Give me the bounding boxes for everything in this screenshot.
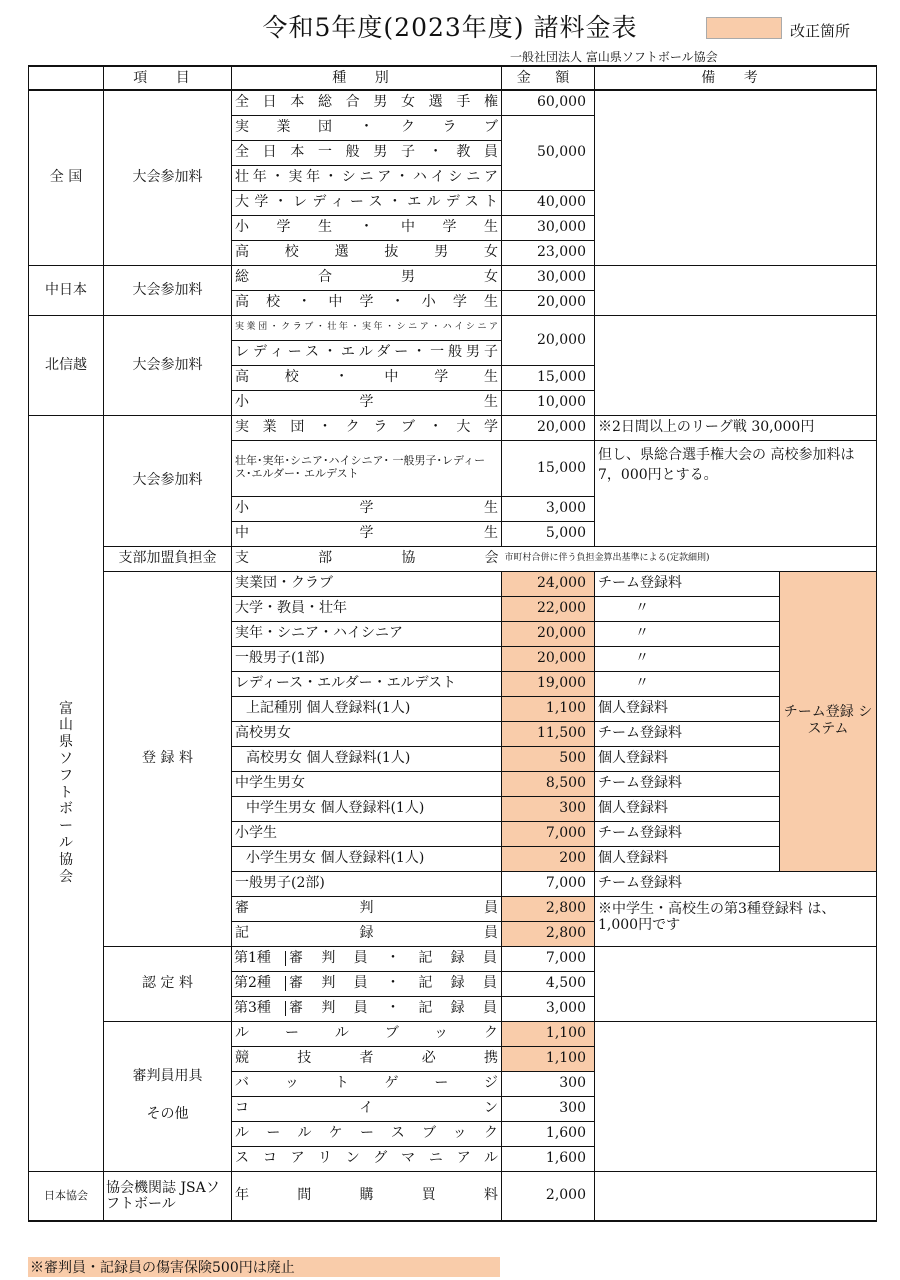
type-cell: 総合男女 (232, 265, 502, 290)
fee-table (28, 65, 877, 1222)
amount-cell: 4,500 (502, 971, 595, 996)
amount-cell: 300 (502, 1096, 595, 1121)
type-cell: 一般男子(1部) (232, 646, 502, 671)
amount-cell: 20,000 (502, 315, 595, 365)
region-toyama (29, 415, 104, 1171)
amount-cell: 30,000 (502, 265, 595, 290)
amount-cell: 11,500 (502, 721, 595, 746)
remarks-cell: チーム登録料 (595, 721, 780, 746)
amount-cell: 22,000 (502, 596, 595, 621)
amount-cell: 300 (502, 1071, 595, 1096)
amount-cell: 7,000 (502, 871, 595, 896)
type-cell: 記録員 (232, 921, 502, 946)
amount-cell: 500 (502, 746, 595, 771)
category-kaishi: 協会機関誌 JSAソフトボール (104, 1171, 232, 1221)
amount-cell: 7,000 (502, 946, 595, 971)
type-cell: 壮年･実年･シニア･ハイシニア･ 一般男子･レディース･エルダー･ エルデスト (232, 440, 502, 496)
grade-type: 審判員・記録員 (289, 975, 497, 992)
type-cell: 高校選抜男女 (232, 240, 502, 265)
type-cell: 上記種別 個人登録料(1人) (232, 696, 502, 721)
remarks-cell (595, 1021, 877, 1171)
legend-label: 改正箇所 (790, 22, 851, 40)
remarks-cell: 〃 (595, 596, 780, 621)
type-cell: 高校男女 個人登録料(1人) (232, 746, 502, 771)
category-touroku: 登 録 料 (104, 571, 232, 946)
organization-name: 一般社団法人 富山県ソフトボール協会 (510, 50, 718, 64)
remarks-cell (595, 315, 877, 415)
amount-cell: 1,100 (502, 1046, 595, 1071)
amount-cell: 8,500 (502, 771, 595, 796)
header-category: 項 目 (104, 66, 232, 90)
amount-cell: 23,000 (502, 240, 595, 265)
type-cell (232, 996, 502, 1021)
amount-cell: 200 (502, 846, 595, 871)
type-cell: 実業団・クラブ・大学 (232, 415, 502, 440)
amount-cell: 1,100 (502, 1021, 595, 1046)
remarks-cell: チーム登録料 (595, 821, 780, 846)
header-remarks: 備 考 (595, 66, 877, 90)
type-cell: 中学生 (232, 521, 502, 546)
type-cell: レディース・エルダー・一般男子 (232, 340, 502, 365)
amount-cell: 19,000 (502, 671, 595, 696)
remarks-cell (595, 946, 877, 1021)
type-cell (232, 971, 502, 996)
category-taikai: 大会参加料 (104, 90, 232, 265)
remarks-cell: 個人登録料 (595, 696, 780, 721)
type-cell: 実業団・クラブ・壮年・実年・シニア・ハイシニア (232, 315, 502, 340)
region-national: 全 国 (29, 90, 104, 265)
category-taikai: 大会参加料 (104, 265, 232, 315)
table-row (29, 265, 877, 290)
amount-cell: 300 (502, 796, 595, 821)
remarks-cell: 個人登録料 (595, 796, 780, 821)
remarks-cell: 〃 (595, 621, 780, 646)
type-cell: コイン (232, 1096, 502, 1121)
category-shibu: 支部加盟負担金 (104, 546, 232, 571)
category-taikai: 大会参加料 (104, 415, 232, 546)
type-cell: 支部協会 (232, 546, 502, 571)
amount-cell: 20,000 (502, 621, 595, 646)
grade-label: 第2種 (232, 976, 286, 991)
remarks-cell: 個人登録料 (595, 846, 780, 871)
amount-cell: 2,000 (502, 1171, 595, 1221)
type-cell: 高校・中学生 (232, 365, 502, 390)
type-cell: 実業団・クラブ (232, 115, 502, 140)
table-row (29, 571, 877, 596)
type-cell: 小学生 (232, 496, 502, 521)
remarks-cell: チーム登録料 (595, 871, 877, 896)
type-cell: 全日本一般男子・教員 (232, 140, 502, 165)
amount-cell: 7,000 (502, 821, 595, 846)
type-cell: バットゲージ (232, 1071, 502, 1096)
amount-cell: 2,800 (502, 921, 595, 946)
type-cell: 中学生男女 個人登録料(1人) (232, 796, 502, 821)
amount-cell: 20,000 (502, 646, 595, 671)
type-cell: 一般男子(2部) (232, 871, 502, 896)
grade-label: 第3種 (232, 1001, 286, 1016)
type-cell: 壮年・実年・シニア・ハイシニア (232, 165, 502, 190)
type-cell: 全日本総合男女選手権 (232, 90, 502, 115)
remarks-cell: 〃 (595, 646, 780, 671)
header-blank (29, 66, 104, 90)
type-cell: 高校男女 (232, 721, 502, 746)
amount-cell: 40,000 (502, 190, 595, 215)
page-title: 令和5年度(2023年度) 諸料金表 (262, 13, 638, 42)
amount-cell: 3,000 (502, 996, 595, 1021)
type-cell: 実年・シニア・ハイシニア (232, 621, 502, 646)
type-cell: 高校・中学・小学生 (232, 290, 502, 315)
remarks-cell: 個人登録料 (595, 746, 780, 771)
remarks-cell: チーム登録料 (595, 571, 780, 596)
remarks-cell (595, 90, 877, 265)
type-cell: 小学生 (232, 390, 502, 415)
remarks-cell: ※中学生・高校生の第3種登録料 は、1,000円です (595, 896, 877, 946)
type-cell: スコアリングマニアル (232, 1146, 502, 1171)
remarks-cell: ※2日間以上のリーグ戦 30,000円 (595, 415, 877, 440)
type-cell (232, 946, 502, 971)
type-cell: 実業団・クラブ (232, 571, 502, 596)
region-toyama-label: 富山県ソフトボール協会 (59, 700, 73, 885)
table-row (29, 90, 877, 115)
amount-cell: 15,000 (502, 440, 595, 496)
category-yougu-1: 審判員用具 (132, 1068, 203, 1085)
category-nintei: 認 定 料 (104, 946, 232, 1021)
type-cell: 年間購買料 (232, 1171, 502, 1221)
remarks-cell: 市町村合併に伴う負担金算出基準による(定款細則) (502, 546, 877, 571)
team-system-cell: チーム登録 システム (780, 571, 877, 871)
amount-cell: 50,000 (502, 115, 595, 190)
table-row (29, 415, 877, 440)
table-row (29, 315, 877, 340)
type-cell: 中学生男女 (232, 771, 502, 796)
remarks-cell (595, 265, 877, 315)
category-yougu-2: その他 (146, 1106, 189, 1122)
table-row (29, 946, 877, 971)
header-type: 種 別 (232, 66, 502, 90)
type-cell: レディース・エルダー・エルデスト (232, 671, 502, 696)
amount-cell: 30,000 (502, 215, 595, 240)
table-header-row (29, 66, 877, 90)
amount-cell: 3,000 (502, 496, 595, 521)
type-cell: 競技者必携 (232, 1046, 502, 1071)
grade-type: 審判員・記録員 (289, 950, 497, 967)
amount-cell: 1,600 (502, 1121, 595, 1146)
amount-cell: 24,000 (502, 571, 595, 596)
amount-cell: 20,000 (502, 290, 595, 315)
legend-swatch (706, 17, 782, 39)
table-row (29, 1021, 877, 1046)
type-cell: 小学生・中学生 (232, 215, 502, 240)
remarks-cell (595, 1171, 877, 1221)
grade-type: 審判員・記録員 (289, 1000, 497, 1017)
category-yougu (104, 1021, 232, 1171)
remarks-cell: 〃 (595, 671, 780, 696)
category-taikai: 大会参加料 (104, 315, 232, 415)
table-row (29, 1171, 877, 1221)
type-cell: 小学生男女 個人登録料(1人) (232, 846, 502, 871)
footnote: ※審判員・記録員の傷害保険500円は廃止 (28, 1257, 500, 1277)
remarks-cell: チーム登録料 (595, 771, 780, 796)
amount-cell: 10,000 (502, 390, 595, 415)
grade-label: 第1種 (232, 951, 286, 966)
region-chubu: 中日本 (29, 265, 104, 315)
table-row (29, 546, 877, 571)
region-hokushinetsu: 北信越 (29, 315, 104, 415)
region-japan: 日本協会 (29, 1171, 104, 1221)
amount-cell: 5,000 (502, 521, 595, 546)
type-cell: ルールブック (232, 1021, 502, 1046)
type-cell: 審判員 (232, 896, 502, 921)
amount-cell: 1,600 (502, 1146, 595, 1171)
amount-cell: 60,000 (502, 90, 595, 115)
type-cell: 大学・レディース・エルデスト (232, 190, 502, 215)
amount-cell: 15,000 (502, 365, 595, 390)
amount-cell: 1,100 (502, 696, 595, 721)
header-amount: 金 額 (502, 66, 595, 90)
type-cell: ルールケースブック (232, 1121, 502, 1146)
type-cell: 大学・教員・壮年 (232, 596, 502, 621)
remarks-cell: 但し、県総合選手権大会の 高校参加料は7，000円とする。 (595, 440, 877, 546)
amount-cell: 2,800 (502, 896, 595, 921)
amount-cell: 20,000 (502, 415, 595, 440)
type-cell: 小学生 (232, 821, 502, 846)
